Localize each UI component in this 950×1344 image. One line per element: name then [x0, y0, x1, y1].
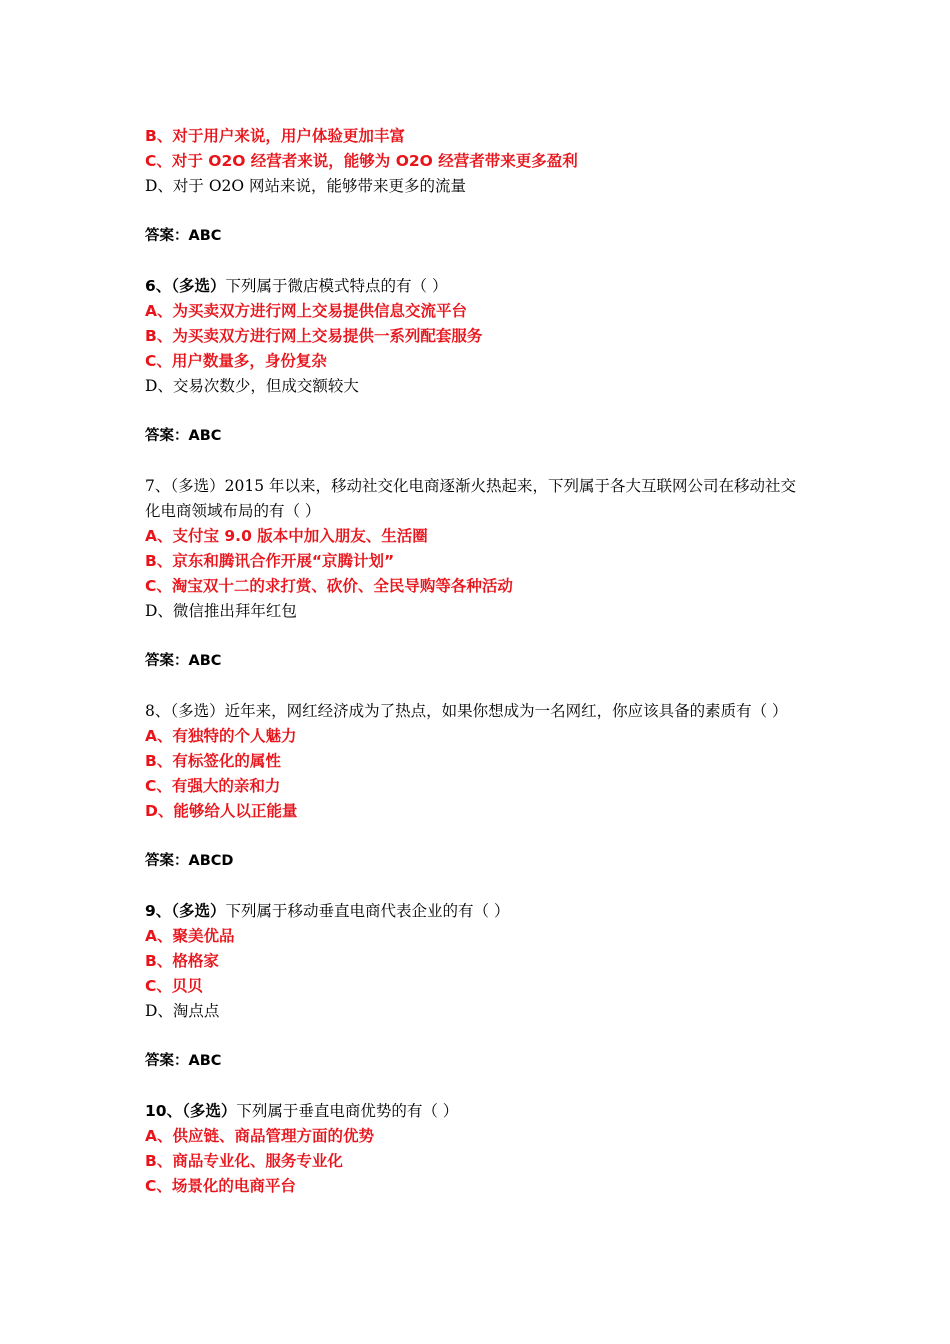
- q7-option-a: A、支付宝 9.0 版本中加入朋友、生活圈: [145, 527, 428, 545]
- q8-option-a: A、有独特的个人魅力: [145, 727, 297, 745]
- q8-option-c: C、有强大的亲和力: [145, 777, 281, 795]
- q7-answer: 答案：ABC: [145, 653, 222, 669]
- q7-option-b: B、京东和腾讯合作开展“京腾计划”: [145, 552, 395, 570]
- q6-option-d: D、交易次数少，但成交额较大: [145, 377, 359, 395]
- q10-option-a: A、供应链、商品管理方面的优势: [145, 1127, 374, 1145]
- q6-stem-text: 下列属于微店模式特点的有（ ）: [225, 277, 448, 295]
- q10-option-b: B、商品专业化、服务专业化: [145, 1152, 343, 1170]
- q6-option-c: C、用户数量多，身份复杂: [145, 352, 327, 370]
- q10-stem: [145, 1099, 810, 1124]
- q7-option-d: D、微信推出拜年红包: [145, 602, 297, 620]
- q6-option-b: B、为买卖双方进行网上交易提供一系列配套服务: [145, 327, 483, 345]
- q5-option-d: D、对于 O2O 网站来说，能够带来更多的流量: [145, 177, 467, 195]
- q9-number: 9、（多选）: [145, 902, 226, 920]
- q8-stem: 8、（多选）近年来，网红经济成为了热点，如果你想成为一名网红，你应该具备的素质有（ ）: [145, 702, 788, 720]
- q10-option-c: C、场景化的电商平台: [145, 1177, 296, 1195]
- q9-option-b: B、格格家: [145, 952, 219, 970]
- q9-option-c: C、贝贝: [145, 977, 203, 995]
- q10-stem-text: 下列属于垂直电商优势的有（ ）: [236, 1102, 459, 1120]
- q9-stem-text: 下列属于移动垂直电商代表企业的有（ ）: [225, 902, 510, 920]
- q8-answer: 答案：ABCD: [145, 853, 234, 869]
- question-list: [145, 124, 810, 1199]
- q9-answer: 答案：ABC: [145, 1053, 222, 1069]
- q7-stem: 7、（多选）2015 年以来，移动社交化电商逐渐火热起来，下列属于各大互联网公司在移动社交化电商领域布局的有（ ）: [145, 477, 796, 520]
- q8-option-d: D、能够给人以正能量: [145, 802, 298, 820]
- q5-option-b: B、对于用户来说，用户体验更加丰富: [145, 127, 405, 145]
- q6-number: 6、（多选）: [145, 277, 226, 295]
- q9-option-a: A、聚美优品: [145, 927, 235, 945]
- q9-option-d: D、淘点点: [145, 1002, 220, 1020]
- q8-option-b: B、有标签化的属性: [145, 752, 281, 770]
- q5-option-c: C、对于 O2O 经营者来说，能够为 O2O 经营者带来更多盈利: [145, 152, 578, 170]
- q6-answer: 答案：ABC: [145, 428, 222, 444]
- q6-option-a: A、为买卖双方进行网上交易提供信息交流平台: [145, 302, 467, 320]
- q9-stem: [145, 899, 810, 924]
- q6-stem: [145, 274, 810, 299]
- q5-answer: 答案：ABC: [145, 228, 222, 244]
- q7-option-c: C、淘宝双十二的求打赏、砍价、全民导购等各种活动: [145, 577, 513, 595]
- q10-number: 10、（多选）: [145, 1102, 237, 1120]
